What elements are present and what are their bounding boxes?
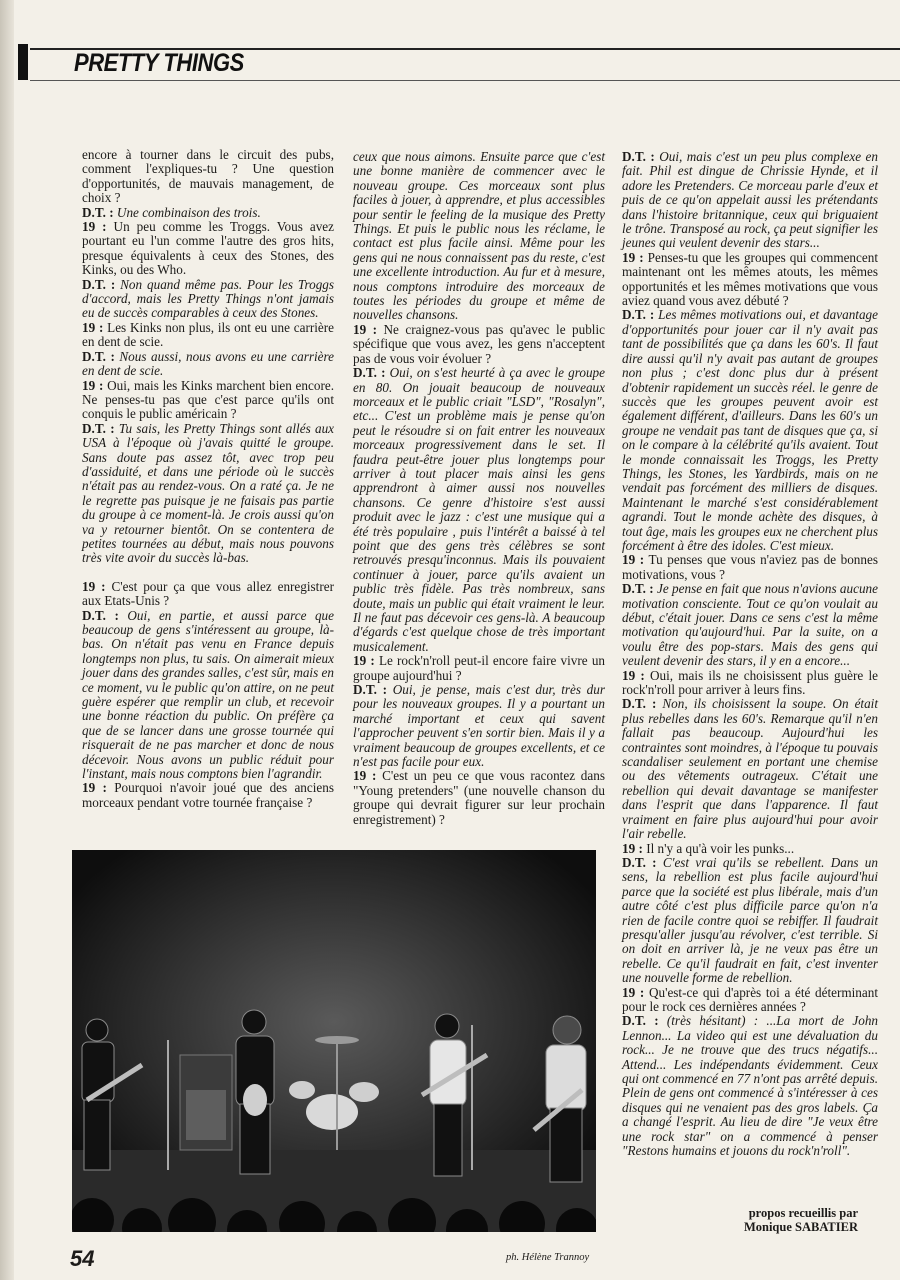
question-text: encore à tourner dans le circuit des pubs, comment l'expliques-tu ? Une question d'opportunités, de mauvais management, de choix ? <box>82 147 334 206</box>
speaker-label: D.T. : <box>622 696 657 712</box>
answer-text: Tu sais, les Pretty Things sont allés aux USA à l'époque où j'avais quitté le groupe. Sans doute pas assez tôt, avec trop peu d'assiduité, et dans une période où le succès n'était pas au rendez-vous. On a raté ça. Je ne le regrette pas puisque je ne faisais pas partie du groupe à ce moment-là. Je crois aussi qu'on va y retourner bientôt. On se contentera de petites tournées au début, mais nous pouvons très vite avoir du succès là-bas. <box>82 420 335 566</box>
paragraph <box>353 683 605 769</box>
paragraph <box>622 697 878 841</box>
speaker-label: 19 : <box>82 219 107 235</box>
byline-intro: propos recueillis par <box>748 1206 858 1220</box>
answer-text: Non, ils choisissent la soupe. On était plus rebelles dans les 60's. Remarque qu'il n'en fallait pas beaucoup. Aujourd'hui les contraintes sont moindres, à l'époque tu pouvais scandaliser seulement en portant une chemise ou des vêtements outrageux. C'était une rebellion qui devait davantage se manifester dans l'esprit que dans l'apparence. Il faut vraiment en faire plus aujourd'hui pour avoir l'air rebelle. <box>622 696 879 842</box>
speaker-label: 19 : <box>622 667 645 683</box>
paragraph <box>353 654 605 683</box>
answer-text: Une combinaison des trois. <box>116 204 261 220</box>
speaker-label: D.T. : <box>622 1013 659 1029</box>
speaker-label: 19 : <box>353 653 375 669</box>
answer-text: Je pense en fait que nous n'avions aucune motivation consciente. Tout ce qu'on voulait au début, c'était jouer. Dans ce sens c'est la même motivation qu'aujourd'hui. Par la suite, on a voulu être des pop-stars. Mais des gens qui veulent devenir des stars, il y en a encore... <box>622 581 879 669</box>
paragraph <box>353 366 605 654</box>
question-text: Qu'est-ce qui d'après toi a été déterminant pour le rock ces dernières années ? <box>622 984 879 1014</box>
speaker-label: 19 : <box>82 377 104 393</box>
answer-text: (très hésitant) : ...La mort de John Lennon... La video qui est une dévaluation du rock... Je ne trouve que des trucs négatifs... Attend... Les indépendants évidemment. Ceux qui ont commencé en 77 n'ont pas arrêté depuis. Plein de gens ont commencé à s'intéresser à ces disques qui ne venaient pas des gros labels. Ça a changé l'esprit. Au lieu de dire "Je veux être une rock star" on a commencé à penser "Restons humains et jouons du rock'n'roll". <box>622 1013 879 1159</box>
paragraph <box>82 206 334 220</box>
text-column-3 <box>622 150 878 1158</box>
paragraph <box>622 308 878 553</box>
question-text: Les Kinks non plus, ils ont eu une carrière en dent de scie. <box>82 319 334 350</box>
speaker-label: 19 : <box>622 552 645 568</box>
paragraph <box>622 1014 878 1158</box>
page-binding-edge <box>0 0 14 1280</box>
speaker-label: D.T. : <box>622 854 657 870</box>
answer-text: Nous aussi, nous avons eu une carrière en dent de scie. <box>82 348 334 379</box>
photo-credit: ph. Hélène Trannoy <box>506 1252 590 1263</box>
paragraph <box>82 422 334 566</box>
text-column-2 <box>353 150 605 827</box>
speaker-label: D.T. : <box>353 682 388 698</box>
section-title: PRETTY THINGS <box>74 49 244 77</box>
page-number: 54 <box>70 1246 95 1271</box>
paragraph <box>82 321 334 350</box>
question-text: C'est pour ça que vous allez enregistrer aux Etats-Unis ? <box>82 578 334 609</box>
speaker-label: 19 : <box>82 578 106 594</box>
header-marker <box>18 44 28 80</box>
answer-text: Oui, je pense, mais c'est dur, très dur pour les nouveaux groupes. Il y a pourtant un marché important et ceux qui savent l'approcher peuvent s'en sortir bien. Mais il y a vraiment beaucoup de groupes excellents, et ce n'est pas facile pour eux. <box>353 682 606 770</box>
answer-text: Non quand même pas. Pour les Troggs d'accord, mais les Pretty Things n'ont jamais eu de succès comparables à ceux des Stones. <box>82 276 335 321</box>
text-column-1 <box>82 148 334 810</box>
answer-text: ceux que nous aimons. Ensuite parce que c'est une bonne manière de commencer avec le nouveau groupe. Ces morceaux sont plus faciles à jouer, à apprendre, et plus accessibles pour sentir le feeling de la musique des Pretty Things. Et puis le public nous les réclame, le contact est plus facile ainsi. Même pour les gens qui ne nous connaissent pas du reste, c'est une excellente introduction. Au fur et à mesure, nous comptons introduire des morceaux de toutes les périodes du groupe et même de nouvelles chansons. <box>353 149 605 323</box>
concert-photo-illustration <box>72 850 596 1232</box>
answer-text: Oui, on s'est heurté à ça avec le groupe en 80. On jouait beaucoup de nouveaux morceaux et le public criait "LSD", "Rosalyn", etc... C'est un problème mais je pense qu'on peut le résoudre si on fait entrer les nouveaux morceaux progressivement dans le set. Il faudra peut-être jouer plus longtemps pour arriver à tout placer mais ainsi les gens apprendront à aimer aussi nos nouvelles chansons. Ce genre d'histoire s'est aussi produit avec le jazz : c'est une musique qui a été très populaire , puis l'intérêt a baissé à tel point que des gens très célèbres se sont retrouvés presqu'inconnus. Mais ils pouvaient continuer à jouer, parce qu'ils avaient un public très fidèle. Pas très nombreux, sans doute, mais un public qui était vraiment le leur. Il ne faut pas décevoir ces gens-là. A beaucoup d'égards c'est quelque chose de très important musicalement. <box>353 365 606 654</box>
speaker-label: 19 : <box>82 780 107 796</box>
paragraph <box>353 150 605 323</box>
byline-author: Monique SABATIER <box>743 1220 858 1234</box>
paragraph <box>353 769 605 827</box>
question-text: Ne craignez-vous pas qu'avec le public spécifique que vous avez, les gens n'acceptent pas de vous voir évoluer ? <box>353 321 605 366</box>
paragraph <box>622 251 878 309</box>
speaker-label: 19 : <box>622 984 645 1000</box>
paragraph <box>82 350 334 379</box>
question-text: Oui, mais ils ne choisissent plus guère le rock'n'roll pour arriver à leurs fins. <box>622 667 879 698</box>
speaker-label: D.T. : <box>82 607 119 623</box>
question-text: Il n'y a qu'à voir les punks... <box>646 840 795 856</box>
paragraph <box>353 323 605 366</box>
header-rule-bottom <box>30 80 900 81</box>
answer-text: Oui, en partie, et aussi parce que beaucoup de gens s'intéressent au groupe, là-bas. On n'était pas venu en France depuis longtemps non plus, tu sais. On aimerait mieux jouer dans des grandes salles, c'est sûr, mais en ce moment, vu le public qu'on attire, on ne peut guère espérer que remplir un club, et recevoir une bonne réaction du public. On préfère ça que de se lancer dans une grosse tournée qui risquerait de ne pas marcher et donc de nous décevoir. Nous avons un public réduit pour l'instant, mais nous comptons bien l'agrandir. <box>82 607 334 782</box>
speaker-label: D.T. : <box>622 149 655 164</box>
question-text: Un peu comme les Troggs. Vous avez pourtant eu l'un comme l'autre des gros hits, presque équivalents à ceux des Stones, des Kinks, ou des Who. <box>82 219 335 278</box>
answer-text: C'est vrai qu'ils se rebellent. Dans un sens, la rebellion est plus facile aujourd'hui parce que la société est plus libérale, mais d'un autre côté c'est plus difficile parce qu'on n'a rien de facile contre quoi se rebiffer. Il faudrait presqu'aller jusqu'au révolver, c'est terrible. Si on doit en arriver là, je ne veux pas être un rebelle. Ce qu'il faudrait en fait, c'est inventer une nouvelle forme de rebellion. <box>622 854 878 986</box>
question-text: Penses-tu que les groupes qui commencent maintenant ont les mêmes atouts, les mêmes opportunités et les mêmes motivations que vous aviez quand vous avez débuté ? <box>622 249 878 309</box>
question-text: Tu penses que vous n'aviez pas de bonnes motivations, vous ? <box>622 552 878 582</box>
paragraph <box>82 580 334 609</box>
speaker-label: 19 : <box>353 768 377 784</box>
question-text: Le rock'n'roll peut-il encore faire vivre un groupe aujourd'hui ? <box>353 653 606 683</box>
speaker-label: 19 : <box>353 321 378 337</box>
paragraph <box>82 148 334 206</box>
speaker-label: 19 : <box>622 840 643 856</box>
paragraph <box>622 150 878 251</box>
paragraph <box>82 379 334 422</box>
paragraph <box>622 553 878 582</box>
paragraph <box>622 842 878 856</box>
speaker-label: D.T. : <box>353 365 386 381</box>
speaker-label: 19 : <box>82 319 104 335</box>
answer-text: Oui, mais c'est un peu plus complexe en fait. Phil est dingue de Chrissie Hynde, et il adore les Pretenders. Ce morceau parle d'eux et puis de ce qu'on appelait aussi les prétendants dans l'histoire britannique, ceux qui briguaient le trône. Transposé au rock, ça peut signifier les jeunes qui veulent devenir des stars... <box>622 149 879 251</box>
speaker-label: D.T. : <box>82 276 116 292</box>
paragraph <box>622 856 878 986</box>
question-text: Pourquoi n'avoir joué que des anciens morceaux pendant votre tournée française ? <box>82 780 335 810</box>
speaker-label: D.T. : <box>82 204 114 220</box>
answer-text: Les mêmes motivations oui, et davantage d'opportunités pour jouer car il n'y avait pas tant de possibilités que ça dans les 60's. Il faut dire aussi qu'il n'y avait pas autant de groupes non plus ; c'est donc plus dur à présent d'obtenir rapidement un succès réel. le genre de succès que les groupes peuvent avoir est également différent, d'ailleurs. Dans les 60's un groupe ne vendait pas tant de disques que ça, si on le compare à la célébrité qu'ils avaient. Tout le monde connaissait les Troggs, les Pretty Things, les Stones, les Yardbirds, mais on ne vendait pas forcément des milliers de disques. Maintenant le marché s'est considérablement agrandi. Tout le monde achète des disques, à tout âge, mais les groupes eux ne cherchent plus forcément à être des idoles. C'est mieux. <box>622 307 879 553</box>
question-text: C'est un peu ce que vous racontez dans "Young pretenders" (une nouvelle chanson du groupe qui devrait figurer sur leur prochain enregistrement) ? <box>353 768 605 827</box>
paragraph <box>82 609 334 782</box>
paragraph-gap <box>82 566 334 580</box>
byline <box>600 1206 858 1234</box>
paragraph <box>622 582 878 668</box>
paragraph <box>82 220 334 278</box>
paragraph <box>622 669 878 698</box>
paragraph <box>622 986 878 1015</box>
question-text: Oui, mais les Kinks marchent bien encore. Ne penses-tu pas que c'est parce qu'ils ont conquis le public américain ? <box>82 377 334 422</box>
paragraph <box>82 278 334 321</box>
speaker-label: D.T. : <box>622 581 654 597</box>
speaker-label: D.T. : <box>622 307 655 323</box>
speaker-label: D.T. : <box>82 420 115 436</box>
paragraph <box>82 781 334 810</box>
concert-photo <box>72 850 596 1232</box>
speaker-label: D.T. : <box>82 348 115 364</box>
speaker-label: 19 : <box>622 249 644 265</box>
